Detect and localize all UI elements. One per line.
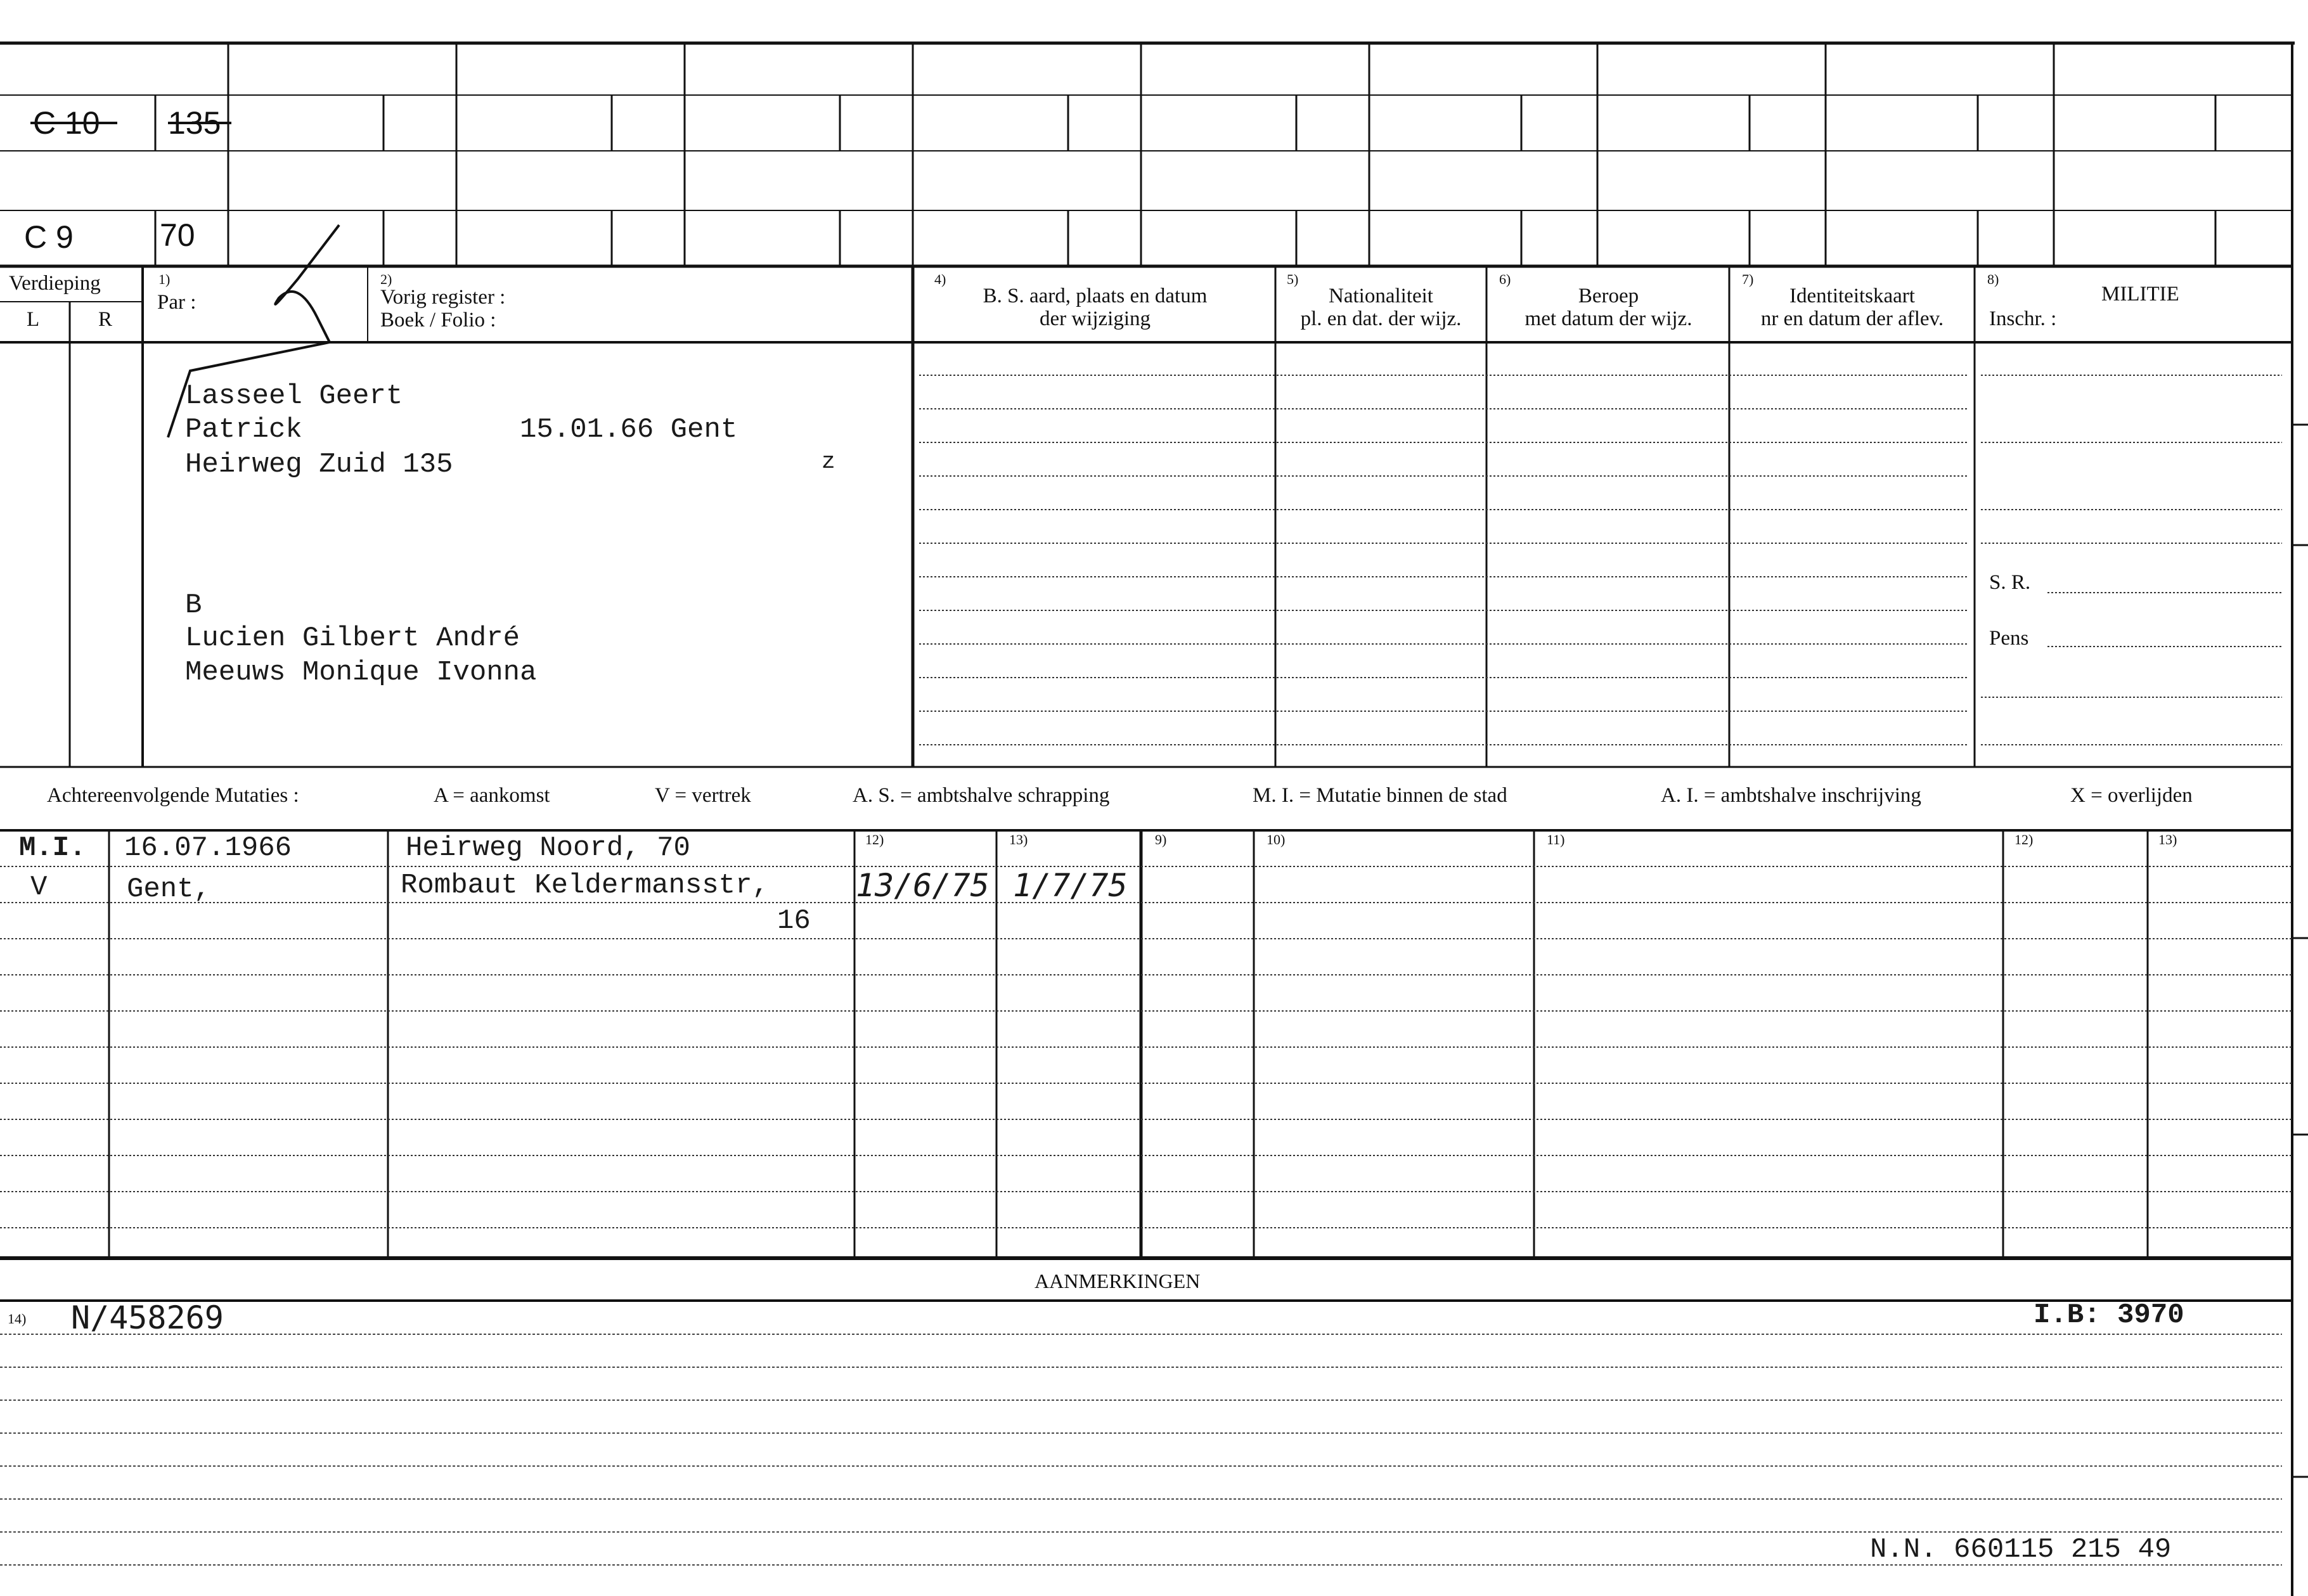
mut-col-13-b: 13) [2158, 832, 2177, 847]
person-address: Heirweg Zuid 135 [185, 449, 453, 480]
r-label: R [98, 308, 113, 331]
mutation2-date-12: 13/6/75 [856, 867, 990, 904]
par-label: Par : [157, 291, 197, 314]
person-parent-code: B [185, 589, 202, 621]
mutation2-place: Gent, [127, 873, 211, 905]
person-name-line2: Patrick [185, 414, 302, 446]
col4-number: 4) [934, 271, 946, 287]
old-code-right: 135 [168, 105, 221, 141]
col5-number: 5) [1287, 271, 1299, 287]
l-label: L [27, 308, 40, 331]
sr-label: S. R. [1989, 571, 2031, 594]
mut-col-9: 9) [1155, 832, 1167, 847]
national-number: N.N. 660115 215 49 [1870, 1534, 2172, 1566]
person-mother: Meeuws Monique Ivonna [185, 657, 537, 688]
mutation1-type: M.I. [19, 832, 86, 864]
mut-col-12-a: 12) [865, 832, 884, 847]
person-birth: 15.01.66 Gent [520, 414, 738, 446]
remarks-title: AANMERKINGEN [1035, 1270, 1201, 1292]
person-mark: z [822, 449, 835, 475]
mut-col-13-a: 13) [1009, 832, 1028, 847]
mutation1-address: Heirweg Noord, 70 [406, 832, 690, 864]
col7-number: 7) [1742, 271, 1754, 287]
vorig-register-label: Vorig register : [380, 286, 506, 309]
mutation3-address-number: 16 [777, 905, 811, 937]
col5-header-line2: pl. en dat. der wijz. [1300, 307, 1462, 330]
mut-col-11: 11) [1547, 832, 1565, 847]
col1-number: 1) [158, 271, 171, 287]
boek-folio-label: Boek / Folio : [380, 309, 496, 331]
mutation1-date: 16.07.1966 [124, 832, 292, 864]
legend-mutatie-binnen-stad: M. I. = Mutatie binnen de stad [1253, 784, 1507, 807]
mut-col-10: 10) [1267, 832, 1286, 847]
legend-aankomst: A = aankomst [434, 784, 550, 807]
col4-header-line2: der wijziging [1039, 307, 1151, 330]
col6-header-line2: met datum der wijz. [1525, 307, 1692, 330]
col4-header-line1: B. S. aard, plaats en datum [983, 285, 1208, 307]
person-name-line1: Lasseel Geert [185, 380, 403, 412]
col7-header-line2: nr en datum der aflev. [1760, 307, 1944, 330]
col2-number: 2) [380, 271, 392, 287]
col7-header-line1: Identiteitskaart [1789, 285, 1915, 307]
remarks-number: 14) [8, 1311, 27, 1327]
col6-number: 6) [1499, 271, 1511, 287]
person-father: Lucien Gilbert André [185, 622, 520, 654]
legend-ambtshalve-schrapping: A. S. = ambtshalve schrapping [853, 784, 1110, 807]
mut-col-12-b: 12) [2015, 832, 2034, 847]
pens-label: Pens [1989, 627, 2029, 650]
current-code-right: 70 [160, 217, 195, 253]
legend-vertrek: V = vertrek [655, 784, 751, 807]
militie-title: MILITIE [2101, 283, 2179, 306]
mutation2-type: V [30, 872, 48, 903]
legend-ambtshalve-inschrijving: A. I. = ambtshalve inschrijving [1661, 784, 1921, 807]
remarks-code: N/458269 [71, 1299, 224, 1336]
current-code-left: C 9 [24, 219, 74, 255]
remarks-ib: I.B: 3970 [2034, 1299, 2184, 1331]
mutation2-address: Rombaut Keldermansstr, [401, 870, 769, 901]
col8-number: 8) [1987, 271, 1999, 287]
mutation2-date-13: 1/7/75 [1013, 867, 1128, 904]
col5-header-line1: Nationaliteit [1329, 285, 1433, 307]
verdieping-label: Verdieping [9, 272, 101, 295]
mutations-title: Achtereenvolgende Mutaties : [47, 784, 299, 807]
inschr-label: Inschr. : [1989, 307, 2057, 330]
legend-overlijden: X = overlijden [2070, 784, 2193, 807]
old-code-left: C 10 [33, 105, 100, 141]
col6-header-line1: Beroep [1578, 285, 1639, 307]
